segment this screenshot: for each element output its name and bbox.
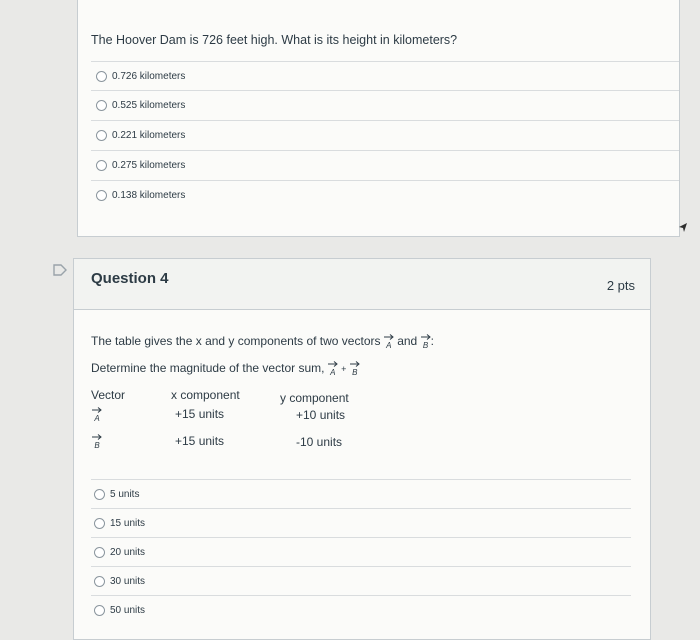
plus-sign: + (341, 364, 347, 374)
answer-label: 5 units (110, 488, 140, 500)
answer-label: 30 units (110, 575, 146, 587)
table-cell: -10 units (296, 435, 343, 449)
answer-option[interactable] (91, 537, 631, 566)
answer-label: 20 units (110, 546, 146, 558)
vector-a-symbol: A (384, 341, 394, 350)
answer-option[interactable] (91, 479, 631, 508)
radio-button[interactable] (94, 489, 105, 500)
table-cell-vector: B (92, 434, 102, 450)
answer-label: 15 units (110, 517, 146, 529)
answer-option[interactable] (91, 150, 679, 179)
answer-label: 50 units (110, 604, 146, 616)
radio-button[interactable] (96, 190, 107, 201)
answer-option[interactable] (91, 61, 679, 90)
radio-button[interactable] (96, 71, 107, 82)
answer-label: 0.221 kilometers (112, 129, 186, 141)
question-header (74, 259, 650, 310)
answer-option[interactable] (91, 566, 631, 595)
vector-b-symbol: B (350, 368, 360, 377)
table-cell: +15 units (175, 407, 225, 421)
answer-label: 0.726 kilometers (112, 70, 186, 82)
answer-option[interactable] (91, 180, 679, 209)
question-card-previous (77, 0, 680, 237)
answer-option[interactable] (91, 508, 631, 537)
radio-button[interactable] (96, 100, 107, 111)
table-header: y component (280, 391, 349, 405)
question-intro (91, 334, 434, 350)
vector-a-symbol: A (328, 368, 338, 377)
answer-option[interactable] (91, 90, 679, 119)
question-prompt: The Hoover Dam is 726 feet high. What is its height in kilometers? (91, 33, 458, 47)
table-header: Vector (91, 388, 126, 402)
vector-b-symbol: B (421, 341, 431, 350)
radio-button[interactable] (94, 547, 105, 558)
radio-button[interactable] (94, 518, 105, 529)
intro-and: and (397, 334, 418, 348)
question-points: 2 pts (606, 278, 635, 293)
table-cell: +10 units (296, 408, 346, 422)
answer-label: 0.525 kilometers (112, 99, 186, 111)
instruction-text: Determine the magnitude of the vector sum, (91, 361, 325, 375)
radio-button[interactable] (96, 130, 107, 141)
mouse-cursor-icon (678, 222, 688, 234)
answer-option[interactable] (91, 120, 679, 149)
radio-button[interactable] (96, 160, 107, 171)
intro-colon: : (430, 334, 434, 348)
table-cell-vector: A (92, 407, 102, 423)
bookmark-flag-icon[interactable] (53, 264, 67, 276)
question-card (73, 258, 651, 640)
radio-button[interactable] (94, 605, 105, 616)
answer-label: 0.138 kilometers (112, 189, 186, 201)
question-instruction (91, 361, 360, 377)
table-header: x component (171, 388, 240, 402)
table-cell: +15 units (175, 434, 225, 448)
answer-option[interactable] (91, 595, 631, 624)
answer-label: 0.275 kilometers (112, 159, 186, 171)
intro-text: The table gives the x and y components of two vectors (91, 334, 381, 348)
question-title: Question 4 (91, 270, 169, 287)
radio-button[interactable] (94, 576, 105, 587)
